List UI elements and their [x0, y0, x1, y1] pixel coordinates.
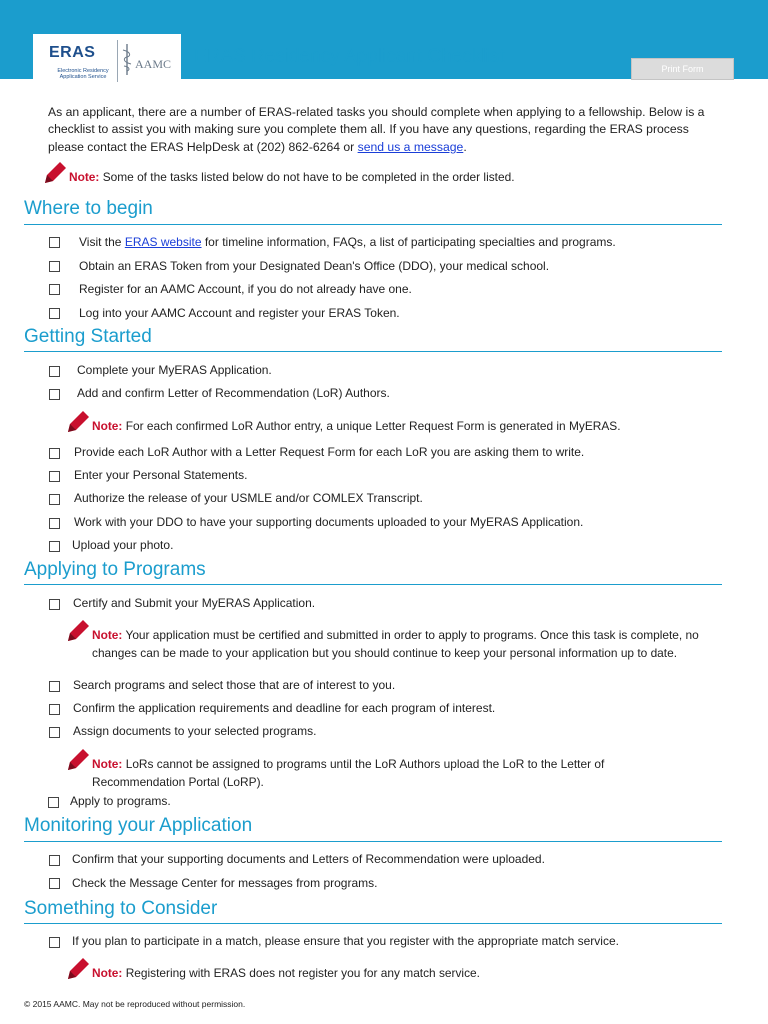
checkbox-certify-submit[interactable] — [49, 599, 60, 610]
task-apply-programs: Apply to programs. — [70, 794, 171, 808]
copyright-footer: © 2015 AAMC. May not be reproduced without permission. — [24, 999, 246, 1009]
task-upload-photo: Upload your photo. — [72, 538, 174, 552]
page-title: ERAS Residency Applicant Checklist — [194, 46, 505, 67]
pencil-icon — [67, 956, 91, 980]
task-search-programs: Search programs and select those that are of interest to you. — [73, 678, 396, 692]
task-register-token: Log into your AAMC Account and register your ERAS Token. — [79, 306, 400, 320]
checkbox-personal-statements[interactable] — [49, 471, 60, 482]
note-label: Note: — [92, 757, 123, 771]
checkbox-search-programs[interactable] — [49, 681, 60, 692]
checkbox-register-aamc[interactable] — [49, 284, 60, 295]
checkbox-provide-letter-form[interactable] — [49, 448, 60, 459]
task-authorize-transcript: Authorize the release of your USMLE and/or COMLEX Transcript. — [74, 491, 423, 505]
note-lor: Note: For each confirmed LoR Author entry, a unique Letter Request Form is generated in MyERAS. — [92, 419, 621, 433]
task-message-center: Check the Message Center for messages from programs. — [72, 876, 378, 890]
task-personal-statements: Enter your Personal Statements. — [74, 468, 248, 482]
section-title-something-to-consider: Something to Consider — [24, 898, 218, 919]
print-form-button[interactable]: Print Form — [631, 58, 734, 80]
section-divider — [24, 841, 722, 842]
aamc-logo-text: AAMC — [135, 57, 172, 71]
send-message-link[interactable]: send us a message — [357, 139, 464, 154]
task-visit-eras: Visit the ERAS website for timeline information, FAQs, a list of participating specialties and programs. — [79, 235, 616, 249]
checkbox-confirm-uploads[interactable] — [49, 855, 60, 866]
task-register-match: If you plan to participate in a match, please ensure that you register with the appropriate match service. — [72, 934, 619, 948]
checkbox-register-match[interactable] — [49, 937, 60, 948]
eras-aamc-logo — [33, 34, 181, 90]
checkbox-supporting-documents[interactable] — [49, 518, 60, 529]
eras-logo-text: ERAS — [49, 44, 96, 61]
task-add-lor-authors: Add and confirm Letter of Recommendation (LoR) Authors. — [77, 386, 390, 400]
section-title-monitoring: Monitoring your Application — [24, 815, 253, 836]
task-confirm-requirements: Confirm the application requirements and deadline for each program of interest. — [73, 701, 496, 715]
checkbox-add-lor-authors[interactable] — [49, 389, 60, 400]
task-supporting-documents: Work with your DDO to have your supporting documents uploaded to your MyERAS Application. — [74, 515, 584, 529]
note-assign: Note: LoRs cannot be assigned to programs until the LoR Authors upload the LoR to the Letter of Recommendation Portal (LoRP). — [92, 757, 605, 789]
checkbox-confirm-requirements[interactable] — [49, 704, 60, 715]
eras-logo-subtitle: Electronic Residency Application Service — [57, 68, 109, 80]
note-intro: Note: Some of the tasks listed below do not have to be completed in the order listed. — [69, 170, 515, 184]
pencil-icon — [67, 747, 91, 771]
checkbox-complete-application[interactable] — [49, 366, 60, 377]
checkbox-message-center[interactable] — [49, 878, 60, 889]
task-confirm-uploads: Confirm that your supporting documents and Letters of Recommendation were uploaded. — [72, 852, 545, 866]
checkbox-register-token[interactable] — [49, 308, 60, 319]
section-divider — [24, 923, 722, 924]
pencil-icon — [67, 618, 91, 642]
pencil-icon — [67, 409, 91, 433]
caduceus-icon — [121, 42, 133, 76]
checkbox-obtain-token[interactable] — [49, 261, 60, 272]
section-title-getting-started: Getting Started — [24, 326, 152, 347]
section-title-applying-to-programs: Applying to Programs — [24, 559, 206, 580]
pencil-icon — [44, 160, 68, 184]
section-divider — [24, 584, 722, 585]
section-divider — [24, 351, 722, 352]
note-certify: Note: Your application must be certified and submitted in order to apply to programs. Once this task is complete, no changes can be made to your application but you should continue to keep your personal information up to date. — [92, 628, 699, 660]
section-title-where-to-begin: Where to begin — [24, 198, 153, 219]
checkbox-visit-eras[interactable] — [49, 237, 60, 248]
note-label: Note: — [92, 628, 123, 642]
logo-divider — [117, 40, 118, 82]
note-match: Note: Registering with ERAS does not register you for any match service. — [92, 966, 480, 980]
task-obtain-token: Obtain an ERAS Token from your Designated Dean's Office (DDO), your medical school. — [79, 259, 550, 273]
checkbox-assign-documents[interactable] — [49, 727, 60, 738]
intro-paragraph: As an applicant, there are a number of ERAS-related tasks you should complete when applying to a fellowship. Below is a checklist to assist you with making sure you complete them all. If you have any questions, regarding the ERAS process please contact the ERAS HelpDesk at (202) 862-6264 or send us a message. — [48, 105, 705, 154]
task-assign-documents: Assign documents to your selected programs. — [73, 724, 317, 738]
checkbox-authorize-transcript[interactable] — [49, 494, 60, 505]
note-label: Note: — [69, 170, 100, 184]
note-label: Note: — [92, 419, 123, 433]
task-certify-submit: Certify and Submit your MyERAS Application. — [73, 596, 316, 610]
task-complete-application: Complete your MyERAS Application. — [77, 363, 272, 377]
task-provide-letter-form: Provide each LoR Author with a Letter Request Form for each LoR you are asking them to write. — [74, 445, 585, 459]
checkbox-apply-programs[interactable] — [48, 797, 59, 808]
checkbox-upload-photo[interactable] — [49, 541, 60, 552]
note-label: Note: — [92, 966, 123, 980]
section-divider — [24, 224, 722, 225]
eras-website-link[interactable]: ERAS website — [124, 235, 202, 249]
task-register-aamc: Register for an AAMC Account, if you do not already have one. — [79, 282, 412, 296]
